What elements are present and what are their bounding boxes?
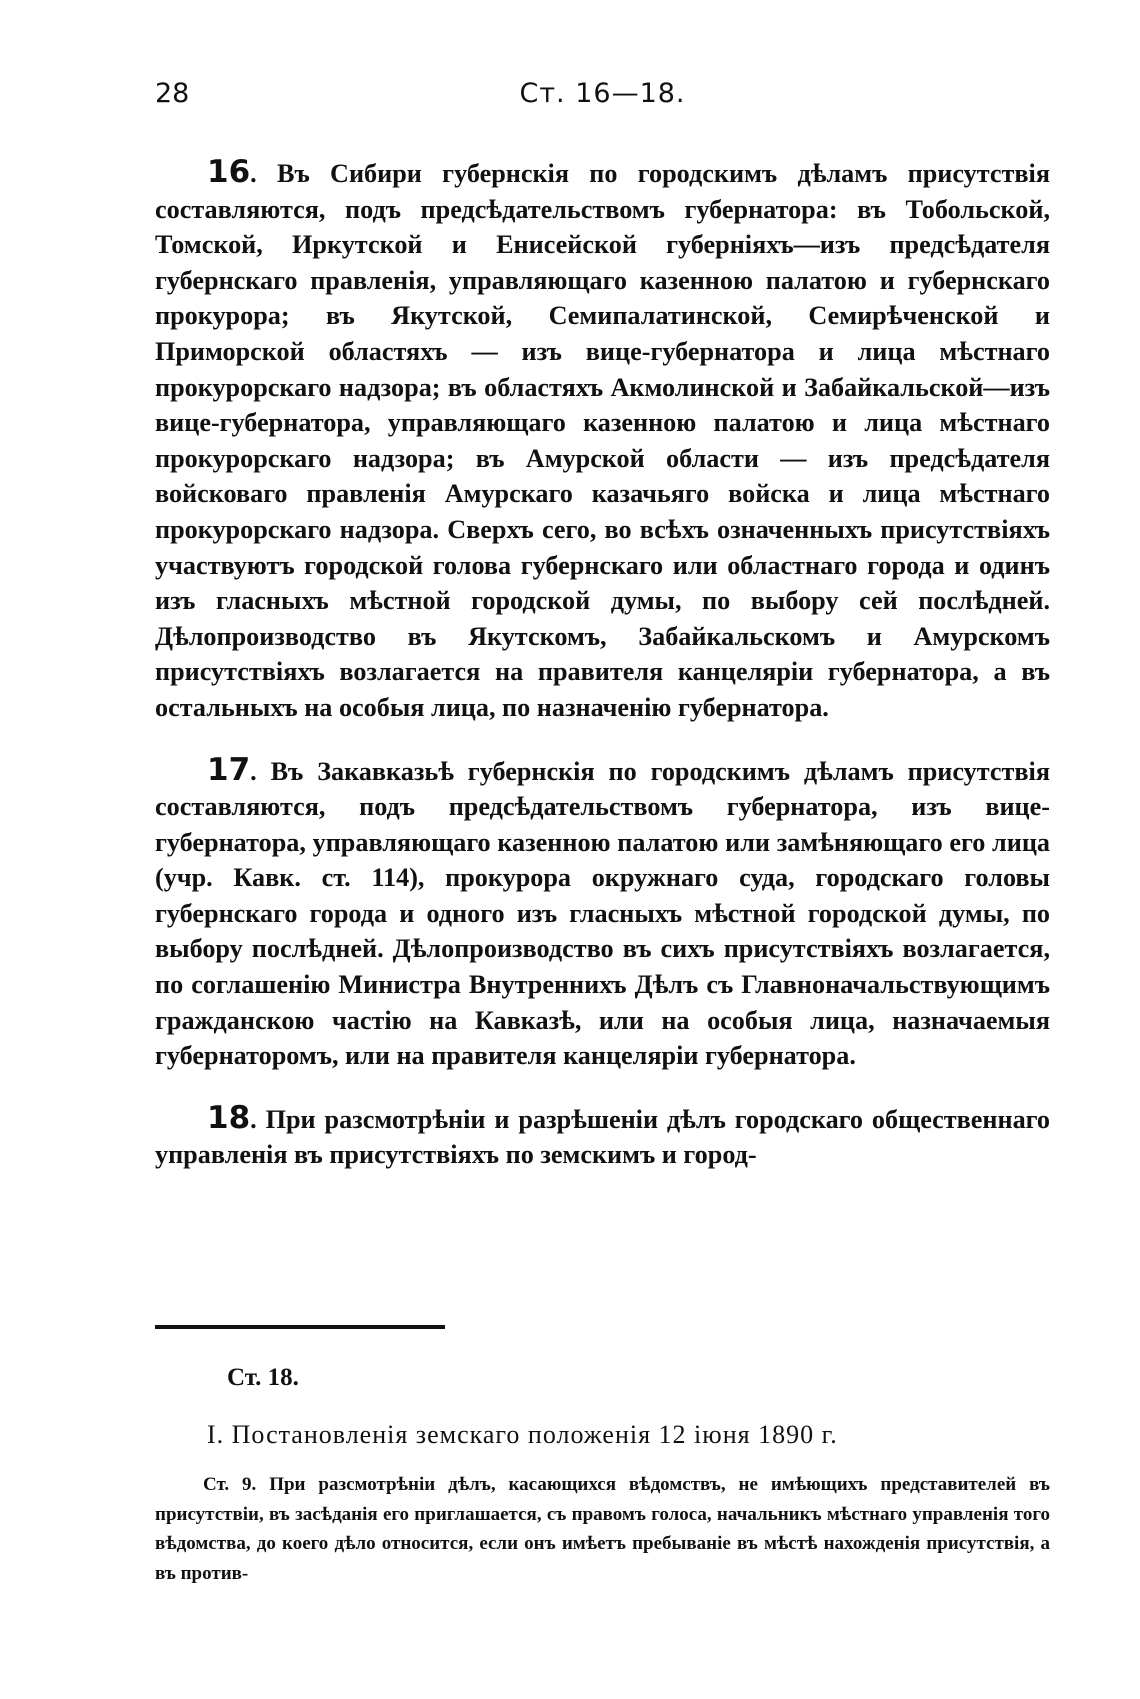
running-head: Ст. 16—18.	[519, 78, 686, 109]
article-number-dot: .	[250, 1104, 266, 1134]
article-16	[155, 155, 1050, 726]
article-text: При разсмотрѣніи и разрѣшеніи дѣлъ городскаго общественнаго управленія въ присутствіяхъ по земскимъ и город-	[155, 1104, 1050, 1170]
article-17	[155, 753, 1050, 1074]
article-text: Въ Закавказьѣ губернскія по городскимъ дѣламъ присутствія составляются, подъ предсѣдательствомъ губернатора, изъ вице-губернатора, управляющаго казенною палатою или замѣняющаго его лица (учр. Кавк. ст. 114), прокурора окружнаго суда, городскаго головы губернскаго города и одного изъ гласныхъ мѣстной городской думы, по выбору послѣдней. Дѣлопроизводство въ сихъ присутствіяхъ возлагается, по соглашенію Министра Внутреннихъ Дѣлъ съ Главноначальствующимъ гражданскою частію на Кавказѣ, или на особыя лица, назначаемыя губернаторомъ, или на правителя канцеляріи губернатора.	[155, 756, 1050, 1071]
footnotes	[155, 1364, 1050, 1588]
footnote-text: Ст. 9. При разсмотрѣніи дѣлъ, касающихся вѣдомствъ, не имѣющихъ представителей въ присутствіи, въ засѣданія его приглашается, съ правомъ голоса, начальникъ мѣстнаго управленія того вѣдомства, до коего дѣло относится, если онъ имѣетъ пребываніе въ мѣстѣ нахожденія присутствія, а въ против-	[155, 1474, 1050, 1584]
article-number: 17	[207, 751, 251, 788]
article-number: 16	[207, 154, 251, 190]
page-number: 28	[155, 78, 190, 109]
article-text: Въ Сибири губернскія по городскимъ дѣламъ присутствія составляются, подъ предсѣдательствомъ губернатора: въ Тобольской, Томской, Иркутской и Енисейской губерніяхъ—изъ предсѣдателя губернскаго правленія, управляющаго казенною палатою и губернскаго прокурора; въ Якутской, Семипалатинской, Семирѣченской и Приморской областяхъ — изъ вице-губернатора и лица мѣстнаго прокурорскаго надзора; въ областяхъ Акмолинской и Забайкальской—изъ вице-губернатора, управляющаго казенною палатою и лица мѣстнаго прокурорскаго надзора; въ Амурской области — изъ предсѣдателя войсковаго правленія Амурскаго казачьяго войска и лица мѣстнаго прокурорскаго надзора. Сверхъ сего, во всѣхъ означенныхъ присутствіяхъ участвуютъ городской голова губернскаго или областнаго города и одинъ изъ гласныхъ мѣстной городской думы, по выбору сей послѣдней. Дѣлопроизводство въ Якутскомъ, Забайкальскомъ и Амурскомъ присутствіяхъ возлагается на правителя канцеляріи губернатора, а въ остальныхъ на особыя лица, по назначенію губернатора.	[155, 159, 1051, 722]
footnote-reference: Ст. 18.	[227, 1364, 299, 1391]
footnote-heading: I. Постановленія земскаго положенія 12 іюня 1890 г.	[207, 1420, 838, 1449]
article-number-dot: .	[250, 756, 271, 786]
footnote-divider	[155, 1325, 445, 1329]
page-header	[155, 78, 1050, 118]
article-number-dot: .	[250, 159, 277, 188]
main-text	[155, 155, 1050, 1173]
article-number: 18	[207, 1099, 251, 1136]
article-18	[155, 1101, 1050, 1173]
